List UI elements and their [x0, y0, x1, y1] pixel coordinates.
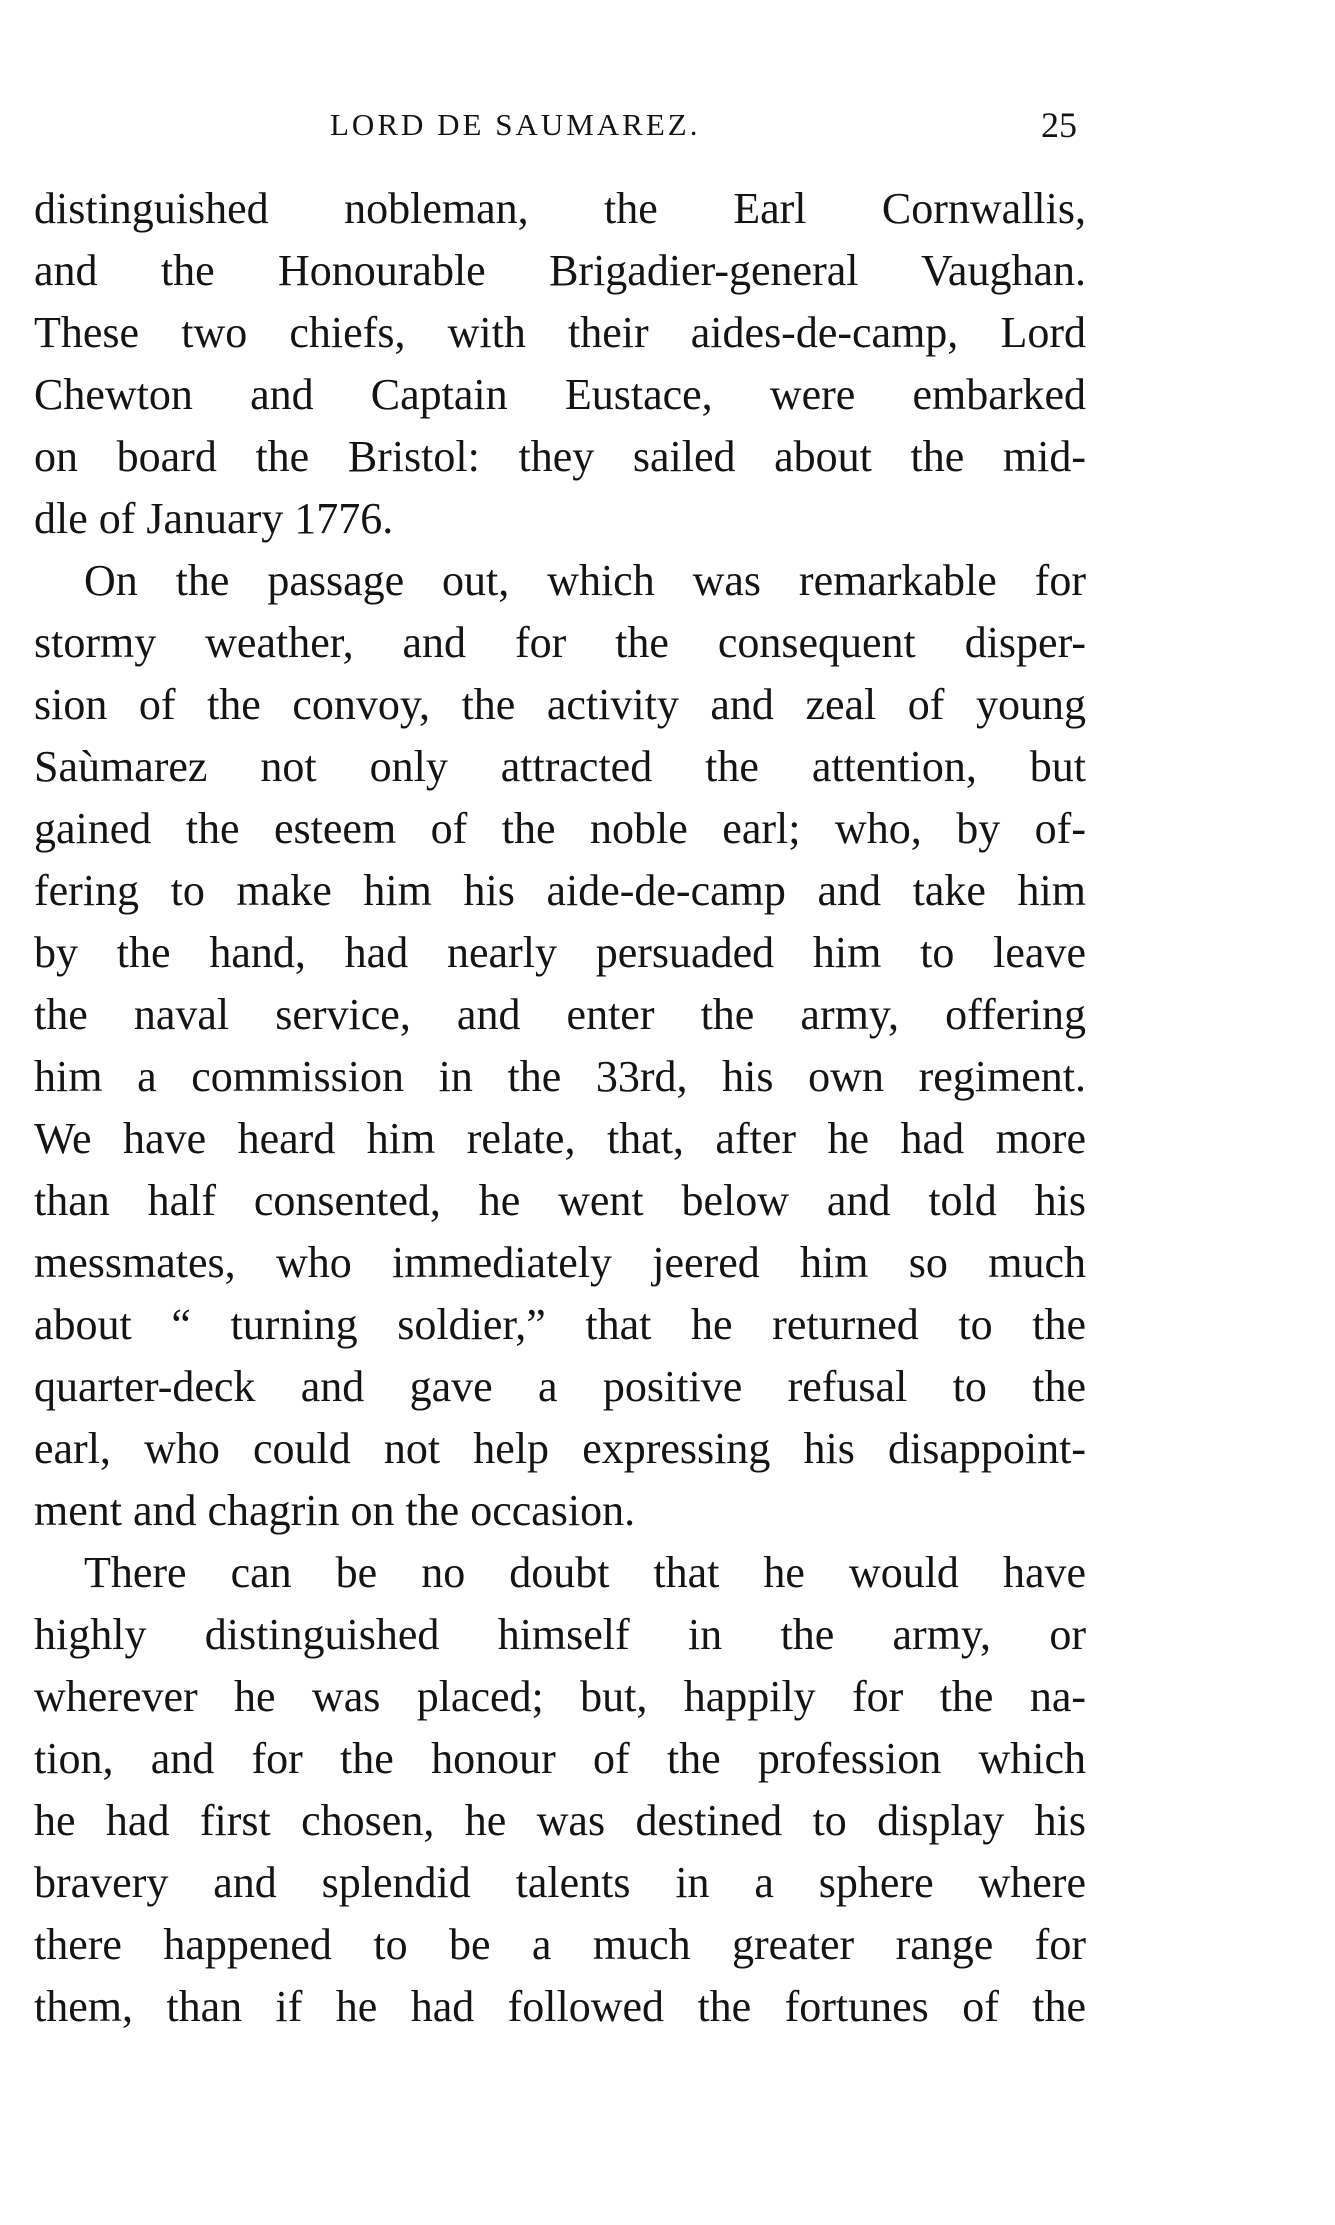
text-line: Saùmarez not only attracted the attention, but — [34, 742, 1086, 791]
text-line: earl, who could not help expressing his disappoint- — [34, 1424, 1086, 1473]
text-line: We have heard him relate, that, after he had more — [34, 1114, 1086, 1163]
text-line: On the passage out, which was remarkable for — [84, 556, 1086, 605]
text-line: There can be no doubt that he would have — [84, 1548, 1086, 1597]
text-line: about “ turning soldier,” that he returned to the — [34, 1300, 1086, 1349]
text-line: These two chiefs, with their aides-de-camp, Lord — [34, 308, 1086, 357]
page-number: 25 — [1041, 105, 1077, 145]
text-line: and the Honourable Brigadier-general Vaughan. — [34, 246, 1086, 295]
text-line: fering to make him his aide-de-camp and take him — [34, 866, 1086, 915]
text-line: tion, and for the honour of the profession which — [34, 1734, 1086, 1783]
text-line: highly distinguished himself in the army, or — [34, 1610, 1086, 1659]
text-line: gained the esteem of the noble earl; who, by of- — [34, 804, 1086, 853]
text-line: wherever he was placed; but, happily for the na- — [34, 1672, 1086, 1721]
text-line: there happened to be a much greater range for — [34, 1920, 1086, 1969]
text-line: dle of January 1776. — [34, 494, 394, 543]
text-line: quarter-deck and gave a positive refusal to the — [34, 1362, 1086, 1411]
text-line: by the hand, had nearly persuaded him to leave — [34, 928, 1086, 977]
paragraph-1 — [34, 178, 1086, 550]
text-line: Chewton and Captain Eustace, were embarked — [34, 370, 1086, 419]
text-line: ment and chagrin on the occasion. — [34, 1486, 636, 1535]
text-line: messmates, who immediately jeered him so much — [34, 1238, 1086, 1287]
text-line: sion of the convoy, the activity and zeal of young — [34, 680, 1086, 729]
paragraph-2 — [34, 550, 1086, 1542]
text-line: than half consented, he went below and told his — [34, 1176, 1086, 1225]
paragraph-3 — [34, 1542, 1086, 2038]
running-head — [330, 100, 1085, 150]
text-line: stormy weather, and for the consequent disper- — [34, 618, 1086, 667]
text-line: he had first chosen, he was destined to display his — [34, 1796, 1086, 1845]
running-title: LORD DE SAUMAREZ. — [330, 107, 701, 142]
text-line: on board the Bristol: they sailed about the mid- — [34, 432, 1086, 481]
body-text — [34, 178, 1086, 2038]
text-line: them, than if he had followed the fortunes of the — [34, 1982, 1086, 2031]
text-line: distinguished nobleman, the Earl Cornwallis, — [34, 184, 1086, 233]
text-line: bravery and splendid talents in a sphere where — [34, 1858, 1086, 1907]
text-line: him a commission in the 33rd, his own regiment. — [34, 1052, 1086, 1101]
text-line: the naval service, and enter the army, offering — [34, 990, 1086, 1039]
